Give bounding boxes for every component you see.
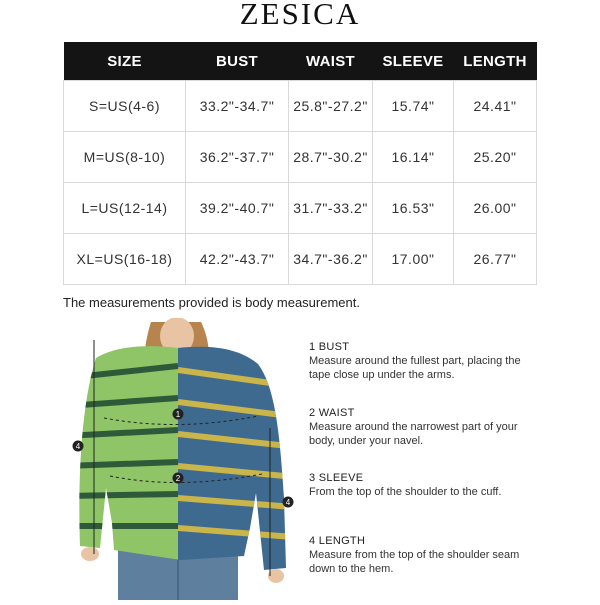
cell-length: 24.41" (454, 81, 537, 132)
cell-size: M=US(8-10) (64, 132, 186, 183)
table-row (64, 81, 537, 132)
cell-waist: 31.7"-33.2" (289, 183, 373, 234)
header-waist: WAIST (289, 42, 373, 81)
cell-waist: 25.8"-27.2" (289, 81, 373, 132)
svg-text:1: 1 (175, 410, 181, 419)
svg-text:2: 2 (175, 474, 181, 483)
model-illustration (66, 318, 306, 600)
cell-waist: 28.7"-30.2" (289, 132, 373, 183)
guide-title: 2 WAIST (309, 407, 355, 419)
cell-waist: 34.7"-36.2" (289, 234, 373, 285)
cell-length: 26.77" (454, 234, 537, 285)
guide-desc: From the top of the shoulder to the cuff. (309, 486, 502, 498)
cell-sleeve: 15.74" (373, 81, 454, 132)
cell-size: S=US(4-6) (64, 81, 186, 132)
cell-size: L=US(12-14) (64, 183, 186, 234)
header-length: LENGTH (454, 42, 537, 81)
cell-bust: 42.2"-43.7" (186, 234, 289, 285)
guide-title: 1 BUST (309, 341, 350, 353)
guide-desc: Measure around the narrowest part of your body, under your navel. (309, 421, 518, 447)
guide-length (309, 534, 524, 576)
svg-text:4: 4 (285, 498, 291, 507)
header-size: SIZE (64, 42, 186, 81)
marker-length-left (73, 441, 84, 452)
guide-title: 3 SLEEVE (309, 472, 364, 484)
cell-length: 26.00" (454, 183, 537, 234)
cell-sleeve: 16.14" (373, 132, 454, 183)
cell-sleeve: 17.00" (373, 234, 454, 285)
sweater-figure (66, 318, 306, 600)
measurement-note: The measurements provided is body measurement. (63, 295, 360, 310)
table-row (64, 132, 537, 183)
cell-size: XL=US(16-18) (64, 234, 186, 285)
header-sleeve: SLEEVE (373, 42, 454, 81)
table-row (64, 183, 537, 234)
marker-waist (173, 473, 184, 484)
table-row (64, 234, 537, 285)
cell-bust: 33.2"-34.7" (186, 81, 289, 132)
guide-desc: Measure around the fullest part, placing the tape close up under the arms. (309, 355, 521, 381)
cell-bust: 36.2"-37.7" (186, 132, 289, 183)
guide-title: 4 LENGTH (309, 535, 366, 547)
cell-sleeve: 16.53" (373, 183, 454, 234)
brand-logo: ZESICA (239, 0, 361, 31)
guide-sleeve (309, 471, 524, 499)
marker-length-right (283, 497, 294, 508)
guide-desc: Measure from the top of the shoulder seam down to the hem. (309, 549, 520, 575)
table-header-row (64, 42, 537, 81)
header-bust: BUST (186, 42, 289, 81)
marker-bust (173, 409, 184, 420)
svg-text:4: 4 (75, 442, 81, 451)
size-chart-table (63, 42, 537, 285)
cell-bust: 39.2"-40.7" (186, 183, 289, 234)
cell-length: 25.20" (454, 132, 537, 183)
guide-waist (309, 406, 524, 448)
guide-bust (309, 340, 524, 382)
